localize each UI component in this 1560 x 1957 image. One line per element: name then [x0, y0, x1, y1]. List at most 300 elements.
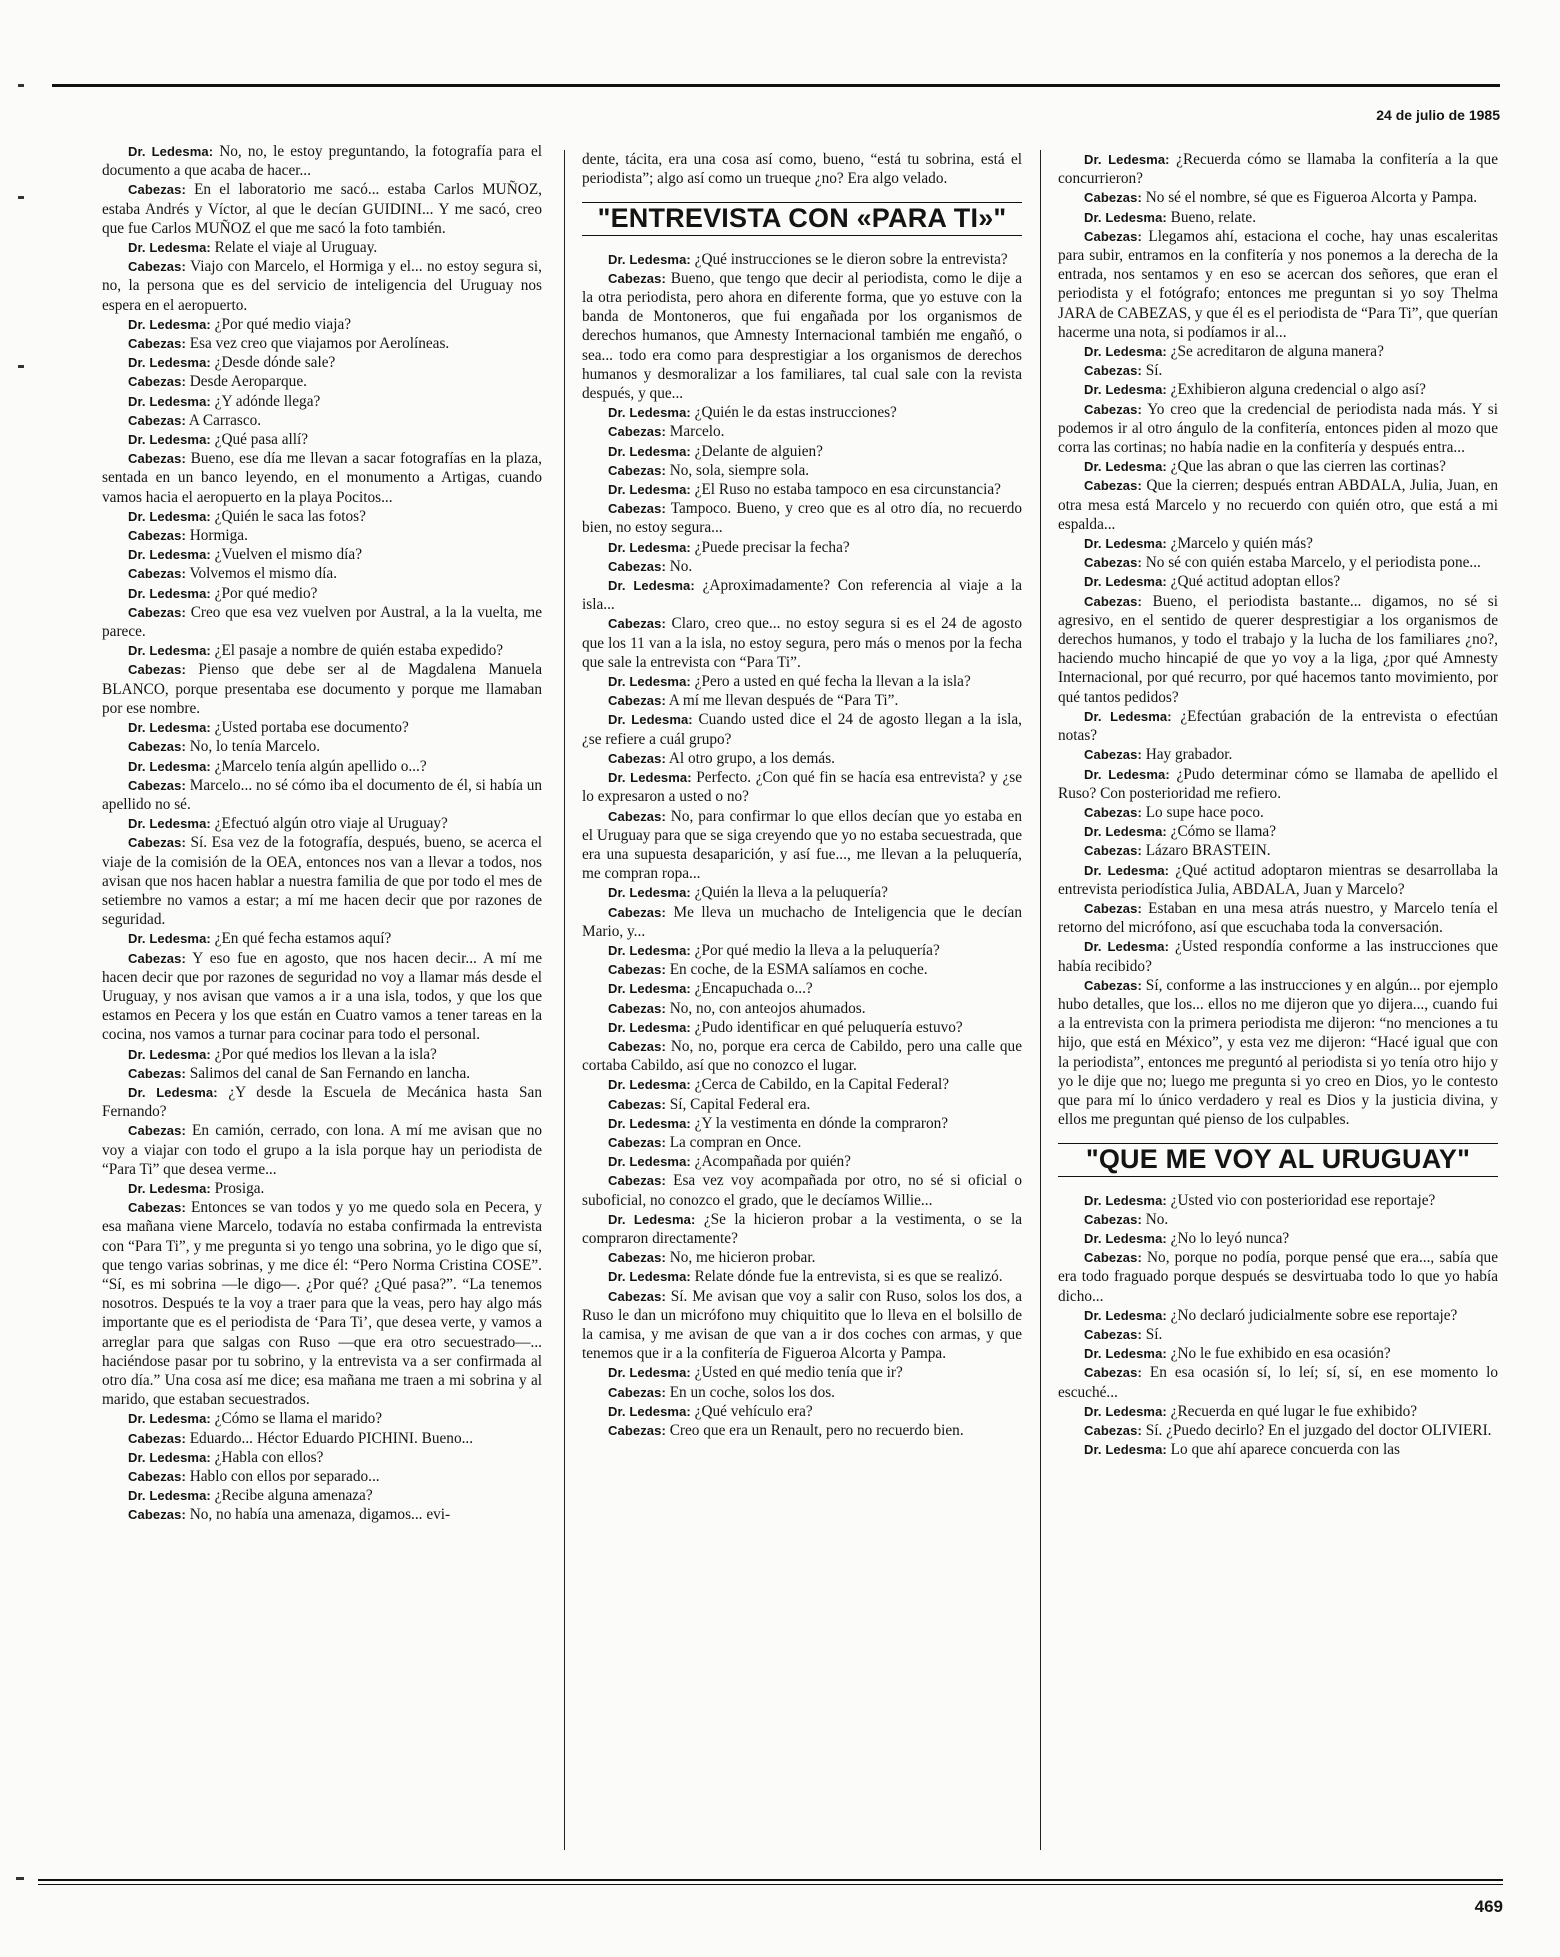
speaker-label: Cabezas: — [1084, 555, 1142, 571]
dialogue-paragraph — [102, 833, 542, 929]
column-divider — [564, 150, 565, 1850]
dialogue-paragraph — [582, 538, 1022, 557]
dialogue-paragraph — [582, 1383, 1022, 1402]
dialogue-paragraph — [1058, 822, 1498, 841]
speaker-label: Dr. Ledesma: — [128, 1449, 211, 1465]
dialogue-text: ¿Por qué medio viaja? — [210, 315, 352, 333]
dialogue-paragraph — [102, 1429, 542, 1448]
column-3 — [1058, 150, 1498, 1459]
dialogue-text: ¿Pudo determinar cómo se llamaba de apellido el Ruso? Con posterioridad me refiero. — [1058, 765, 1499, 802]
dialogue-paragraph — [102, 507, 542, 526]
dialogue-text: ¿Efectúan grabación de la entrevista o efectúan notas? — [1058, 707, 1499, 745]
speaker-label: Cabezas: — [608, 962, 666, 978]
dialogue-text: Entonces se van todos y yo me quedo sola en Pecera, y esa mañana viene Marcelo, todavía no estaba confirmada la entrevista con “Para Ti”, y me pregunta si yo tengo una sobrina, yo le digo que sí, que tengo varias sobrinas, y me dice él: “Pero Norma Cristina COSE”. “Sí, es mi sobrina —le digo—. ¿Por qué? ¿Qué pasa?”. “La tenemos nosotros. Después te la voy a traer para que la veas, pero hay algo más importante que es el periodista de ‘Para Ti’, que desea verte, y vamos a arreglar para que salgas con Ruso —que era otro secuestrado—... haciéndose pasar por tu sobrino, y la entrevista va a ser confirmada al otro día.” Una cosa así me dice; esa mañana me traen a mi sobrina y al marido, que estaban secuestrados. — [102, 1199, 542, 1409]
dialogue-text: Sí, Capital Federal era. — [665, 1095, 811, 1113]
dialogue-paragraph — [582, 1133, 1022, 1152]
speaker-label: Dr. Ledesma: — [128, 316, 211, 332]
dialogue-text: ¿Quién la lleva a la peluquería? — [690, 884, 888, 902]
dialogue-paragraph — [582, 557, 1022, 576]
dialogue-paragraph — [582, 269, 1022, 403]
dialogue-paragraph — [102, 718, 542, 737]
dialogue-paragraph — [582, 1075, 1022, 1094]
dialogue-text: No, sola, siempre sola. — [665, 461, 810, 479]
dialogue-text: ¿Delante de alguien? — [690, 442, 823, 460]
dialogue-paragraph — [102, 776, 542, 814]
dialogue-paragraph — [582, 461, 1022, 480]
dialogue-text: ¿Puede precisar la fecha? — [690, 538, 850, 556]
dialogue-text: ¿Cerca de Cabildo, en la Capital Federal? — [690, 1076, 950, 1094]
speaker-label: Dr. Ledesma: — [608, 1154, 691, 1170]
dialogue-paragraph — [102, 430, 542, 449]
speaker-label: Cabezas: — [608, 1288, 666, 1304]
dialogue-text: Sí. Me avisan que voy a salir con Ruso, solos los dos, a Ruso le dan un micrófono muy chiquitito que lo lleva en el bolsillo de la camisa, y me avisan de que van a ir dos coches con armas, y que tenemos que ir a la confitería de Figueroa Alcorta y Pampa. — [582, 1287, 1022, 1363]
dialogue-text: Viajo con Marcelo, el Hormiga y el... no estoy segura si, no, la persona que es del servicio de inteligencia del Uruguay nos espera en el aeropuerto. — [102, 258, 542, 314]
dialogue-text: ¿Marcelo y quién más? — [1166, 535, 1313, 553]
dialogue-text: ¿Pero a usted en qué fecha la llevan a la isla? — [690, 673, 971, 691]
dialogue-text: Desde Aeroparque. — [185, 373, 307, 391]
speaker-label: Cabezas: — [128, 259, 186, 275]
dialogue-text: ¿El Ruso no estaba tampoco en esa circunstancia? — [690, 481, 1001, 499]
speaker-label: Dr. Ledesma: — [1084, 766, 1170, 782]
speaker-label: Dr. Ledesma: — [1084, 1307, 1167, 1323]
speaker-label: Cabezas: — [608, 1038, 666, 1054]
speaker-label: Dr. Ledesma: — [1084, 382, 1167, 398]
dialogue-paragraph — [1058, 150, 1498, 188]
margin-mark — [18, 365, 24, 368]
speaker-label: Dr. Ledesma: — [128, 720, 211, 736]
speaker-label: Cabezas: — [128, 374, 186, 390]
dialogue-paragraph — [582, 691, 1022, 710]
dialogue-paragraph — [102, 1121, 542, 1179]
speaker-label: Cabezas: — [1084, 804, 1142, 820]
top-rule — [52, 84, 1500, 87]
dialogue-text: ¿Qué instrucciones se le dieron sobre la entrevista? — [690, 250, 1008, 268]
dialogue-text: Lo supe hace poco. — [1141, 803, 1264, 821]
dialogue-text: Sí. Esa vez de la fotografía, después, bueno, se acerca el viaje de la comisión de la OEA, entonces nos van a llevar a todos, nos avisan que nos hacen hablar a nuestra familia de que por todo el mes de setiembre no vamos a estar; a mí me hacen decir que por razones de seguridad. — [102, 834, 542, 929]
dialogue-text: ¿Efectuó algún otro viaje al Uruguay? — [210, 815, 448, 833]
dialogue-paragraph — [102, 1505, 542, 1524]
dialogue-paragraph — [582, 883, 1022, 902]
dialogue-paragraph — [102, 545, 542, 564]
dialogue-paragraph — [1058, 208, 1498, 227]
speaker-label: Cabezas: — [608, 616, 666, 632]
speaker-label: Dr. Ledesma: — [608, 1077, 691, 1093]
dialogue-paragraph — [582, 749, 1022, 768]
dialogue-paragraph — [102, 526, 542, 545]
dialogue-text: Yo creo que la credencial de periodista nada más. Y si podemos ir al otro ángulo de la confitería, entonces piden al mozo que corra las cortinas; no había nadie en la confitería y después entra... — [1058, 400, 1498, 457]
dialogue-text: ¿Recuerda cómo se llamaba la confitería a la que concurrieron? — [1058, 151, 1498, 188]
speaker-label: Dr. Ledesma: — [1084, 939, 1169, 955]
dialogue-paragraph — [582, 150, 1022, 188]
dialogue-text: ¿Encapuchada o...? — [690, 980, 813, 998]
dialogue-paragraph — [1058, 227, 1498, 342]
dialogue-paragraph — [1058, 1210, 1498, 1229]
speaker-label: Cabezas: — [1084, 1365, 1142, 1381]
dialogue-text: No, para confirmar lo que ellos decían que yo estaba en el Uruguay para que se siga creyendo que yo no estaba secuestrada, que era una supuesta desaparición, y así fue..., me llevan a la peluquería, me compran ropa... — [582, 807, 1022, 883]
speaker-label: Cabezas: — [128, 412, 186, 428]
dialogue-text: Bueno, ese día me llevan a sacar fotografías en la plaza, sentada en un banco leyendo, en el monumento a Artigas, cuando vamos hacia el aeropuerto en la playa Pocitos... — [102, 450, 542, 506]
dialogue-text: No sé con quién estaba Marcelo, y el periodista pone... — [1141, 554, 1481, 572]
speaker-label: Cabezas: — [128, 1123, 186, 1139]
dialogue-paragraph — [102, 1448, 542, 1467]
dialogue-text: Bueno, relate. — [1166, 208, 1257, 226]
speaker-label: Dr. Ledesma: — [128, 144, 214, 159]
dialogue-paragraph — [102, 603, 542, 641]
dialogue-text: ¿Se acreditaron de alguna manera? — [1166, 343, 1384, 361]
speaker-label: Dr. Ledesma: — [608, 942, 691, 958]
speaker-label: Dr. Ledesma: — [128, 1084, 218, 1100]
dialogue-text: ¿Usted vio con posterioridad ese reportaje? — [1166, 1191, 1436, 1209]
dialogue-text: Y eso fue en agosto, que nos hacen decir... A mí me hacen decir que por razones de seguridad no voy a llamar más desde el Uruguay, y nos avisan que vamos a ir a una isla, todos, y que los que estamos en Pecera y los que están en Cuatro vamos a tener tareas en la cocina, nos vamos a turnar para cocinar para todo el personal. — [102, 949, 542, 1044]
speaker-label: Dr. Ledesma: — [128, 355, 211, 371]
dialogue-paragraph — [1058, 188, 1498, 207]
speaker-label: Cabezas: — [1084, 1250, 1142, 1266]
speaker-label: Dr. Ledesma: — [128, 816, 211, 832]
dialogue-paragraph — [1058, 476, 1498, 534]
dialogue-paragraph — [102, 372, 542, 391]
speaker-label: Cabezas: — [1084, 900, 1142, 916]
dialogue-text: ¿Cómo se llama el marido? — [210, 1410, 383, 1428]
column-2 — [582, 150, 1022, 1440]
speaker-label: Dr. Ledesma: — [1084, 344, 1167, 360]
dialogue-text: Hablo con ellos por separado... — [185, 1468, 380, 1486]
dialogue-paragraph — [1058, 592, 1498, 707]
dialogue-paragraph — [1058, 841, 1498, 860]
dialogue-text: No, no había una amenaza, digamos... evi- — [185, 1506, 451, 1524]
dialogue-paragraph — [102, 1486, 542, 1505]
speaker-label: Dr. Ledesma: — [128, 643, 211, 659]
dialogue-paragraph — [102, 584, 542, 603]
dialogue-paragraph — [582, 1421, 1022, 1440]
speaker-label: Cabezas: — [608, 462, 666, 478]
dialogue-paragraph — [102, 334, 542, 353]
dialogue-paragraph — [582, 672, 1022, 691]
dialogue-paragraph — [102, 1198, 542, 1409]
speaker-label: Dr. Ledesma: — [608, 1019, 691, 1035]
dialogue-paragraph — [582, 1402, 1022, 1421]
dialogue-text: No, no, le estoy preguntando, la fotografía para el documento a que acaba de hacer... — [102, 143, 542, 180]
speaker-label: Dr. Ledesma: — [128, 508, 211, 524]
speaker-label: Dr. Ledesma: — [1084, 824, 1167, 840]
dialogue-paragraph — [1058, 361, 1498, 380]
dialogue-paragraph — [582, 710, 1022, 748]
dialogue-paragraph — [582, 1171, 1022, 1209]
column-divider — [1040, 150, 1041, 1850]
dialogue-text: ¿Por qué medios los llevan a la isla? — [210, 1045, 437, 1063]
dialogue-text: ¿Quién le saca las fotos? — [210, 507, 366, 525]
dialogue-text: Hay grabador. — [1141, 746, 1233, 764]
speaker-label: Cabezas: — [1084, 228, 1142, 244]
dialogue-paragraph — [1058, 861, 1498, 899]
dialogue-paragraph — [1058, 457, 1498, 476]
dialogue-paragraph — [102, 737, 542, 756]
dialogue-text: Sí, conforme a las instrucciones y en algún... por ejemplo hubo detalles, que los... ellos no me dijeron que yo dijera..., cuando fui a la entrevista con la primera periodista me dijeron: “no menciones a tu hijo, que está en México”, y esta vez me dijeron: “Hacé igual que con la periodista”, entonces me preguntó al periodista si yo tenía otro hijo y yo le dije que no; luego me pregunta si yo creo en Dios, yo le contesto que para mí lo único verdadero y real es Dios y la justicia divina, y ellos me preguntan qué pienso de los culpables. — [1058, 976, 1498, 1129]
dialogue-text: ¿Y adónde llega? — [210, 392, 321, 410]
dialogue-paragraph — [582, 941, 1022, 960]
speaker-label: Cabezas: — [608, 1134, 666, 1150]
speaker-label: Cabezas: — [608, 904, 666, 920]
dialogue-text: En esa ocasión sí, lo leí; sí, sí, en ese momento lo escuché... — [1058, 1364, 1498, 1401]
dialogue-text: ¿Que las abran o que las cierren las cortinas? — [1166, 458, 1446, 476]
speaker-label: Cabezas: — [128, 739, 186, 755]
dialogue-paragraph — [102, 353, 542, 372]
dialogue-text: Relate dónde fue la entrevista, si es que se realizó. — [690, 1268, 1003, 1286]
speaker-label: Cabezas: — [1084, 1423, 1142, 1438]
dialogue-paragraph — [582, 999, 1022, 1018]
speaker-label: Cabezas: — [608, 1250, 666, 1266]
dialogue-text: Llegamos ahí, estaciona el coche, hay unas escaleritas para subir, entramos en la confitería y nos ponemos a la derecha de la entrada, nos sentamos y en eso se acercan dos señores, que eran el periodista y el fotógrafo; entonces me preguntan si yo soy Thelma JARA de CABEZAS, y que él es el periodista de “Para Ti”, que querían hacerme una nota, si podíamos ir al... — [1058, 227, 1498, 341]
speaker-label: Cabezas: — [608, 501, 666, 517]
speaker-label: Cabezas: — [1084, 1326, 1142, 1342]
dialogue-text: ¿Qué actitud adoptaron mientras se desarrollaba la entrevista periodística Julia, ABDALA, Juan y Marcelo? — [1058, 861, 1498, 898]
speaker-label: Dr. Ledesma: — [128, 432, 211, 448]
dialogue-text: Estaban en una mesa atrás nuestro, y Marcelo tenía el retorno del micrófono, así que escuchaba toda la conversación. — [1058, 899, 1498, 937]
dialogue-text: Marcelo. — [665, 423, 725, 441]
speaker-label: Cabezas: — [128, 528, 186, 544]
speaker-label: Cabezas: — [1084, 190, 1142, 206]
dialogue-text: A mí me llevan después de “Para Ti”. — [665, 692, 899, 710]
dialogue-text: ¿Aproximadamente? Con referencia al viaje a la isla... — [582, 577, 1022, 614]
speaker-label: Dr. Ledesma: — [1084, 209, 1167, 225]
dialogue-text: Cuando usted dice el 24 de agosto llegan a la isla, ¿se refiere a cuál grupo? — [582, 711, 1023, 748]
dialogue-paragraph — [1058, 899, 1498, 937]
dialogue-text: No, no, porque era cerca de Cabildo, pero una calle que cortaba Cabildo, así que no conozco el lugar. — [582, 1037, 1022, 1075]
speaker-label: Dr. Ledesma: — [608, 712, 693, 728]
dialogue-text: ¿Exhibieron alguna credencial o algo así? — [1166, 381, 1426, 399]
dialogue-paragraph — [582, 1210, 1022, 1248]
dialogue-paragraph — [102, 411, 542, 430]
dialogue-paragraph — [102, 238, 542, 257]
dialogue-text: Marcelo... no sé cómo iba el documento de él, si había un apellido no sé. — [102, 776, 542, 813]
speaker-label: Dr. Ledesma: — [128, 758, 211, 774]
dialogue-paragraph — [1058, 1325, 1498, 1344]
dialogue-text: ¿Habla con ellos? — [210, 1448, 324, 1466]
dialogue-text: Lázaro BRASTEIN. — [1141, 842, 1271, 860]
speaker-label: Cabezas: — [128, 1507, 186, 1523]
speaker-label: Cabezas: — [1084, 843, 1142, 859]
dialogue-text: ¿Y desde la Escuela de Mecánica hasta San Fernando? — [102, 1083, 542, 1121]
dialogue-paragraph — [582, 1363, 1022, 1382]
speaker-label: Dr. Ledesma: — [1084, 459, 1167, 475]
dialogue-text: Esa vez creo que viajamos por Aerolíneas. — [185, 335, 450, 353]
dialogue-text: Sí. — [1141, 362, 1163, 380]
dialogue-text: ¿No declaró judicialmente sobre ese reportaje? — [1166, 1306, 1458, 1324]
dialogue-text: Claro, creo que... no estoy segura si es el 24 de agosto que los 11 van a la isla, no estoy segura, pero más o menos por la fecha que sale la entrevista con “Para Ti”. — [582, 615, 1022, 671]
dialogue-paragraph — [1058, 380, 1498, 399]
dialogue-paragraph — [102, 315, 542, 334]
dialogue-text: A Carrasco. — [185, 411, 262, 429]
dialogue-text: Hormiga. — [185, 527, 248, 545]
dialogue-paragraph — [102, 257, 542, 315]
dialogue-text: dente, tácita, era una cosa así como, bueno, “está tu sobrina, está el periodista”; algo así como un trueque ¿no? Era algo velado. — [582, 151, 1022, 188]
dialogue-text: Al otro grupo, a los demás. — [665, 749, 835, 767]
dialogue-text: Pienso que debe ser al de Magdalena Manuela BLANCO, porque presentaba ese documento y porque me llamaban por ese nombre. — [102, 661, 542, 717]
dialogue-paragraph — [1058, 976, 1498, 1130]
speaker-label: Cabezas: — [608, 270, 666, 286]
speaker-label: Dr. Ledesma: — [128, 240, 211, 256]
dialogue-paragraph — [582, 403, 1022, 422]
dialogue-paragraph — [102, 949, 542, 1045]
dialogue-paragraph — [102, 1045, 542, 1064]
dialogue-text: Creo que era un Renault, pero no recuerdo bien. — [665, 1422, 964, 1439]
speaker-label: Dr. Ledesma: — [1084, 1442, 1167, 1458]
speaker-label: Cabezas: — [1084, 401, 1142, 417]
speaker-label: Cabezas: — [128, 336, 186, 352]
dialogue-paragraph — [582, 1095, 1022, 1114]
dialogue-paragraph — [582, 903, 1022, 941]
dialogue-paragraph — [582, 614, 1022, 672]
dialogue-paragraph — [1058, 1402, 1498, 1421]
speaker-label: Dr. Ledesma: — [1084, 1230, 1167, 1246]
speaker-label: Cabezas: — [608, 1000, 666, 1016]
dialogue-text: ¿Por qué medio? — [210, 584, 318, 602]
speaker-label: Dr. Ledesma: — [608, 1365, 691, 1381]
section-heading: "QUE ME VOY AL URUGUAY" — [1058, 1143, 1498, 1176]
speaker-label: Dr. Ledesma: — [608, 443, 691, 459]
speaker-label: Cabezas: — [128, 777, 186, 793]
speaker-label: Cabezas: — [608, 1173, 666, 1189]
dialogue-text: ¿Desde dónde sale? — [210, 354, 336, 372]
speaker-label: Dr. Ledesma: — [608, 674, 691, 690]
speaker-label: Dr. Ledesma: — [608, 981, 691, 997]
dialogue-text: Lo que ahí aparece concuerda con las — [1166, 1441, 1400, 1459]
dialogue-paragraph — [582, 1018, 1022, 1037]
margin-mark — [18, 84, 24, 87]
speaker-label: Cabezas: — [1084, 478, 1142, 494]
dialogue-text: ¿Marcelo tenía algún apellido o...? — [210, 757, 427, 775]
dialogue-text: ¿Acompañada por quién? — [690, 1153, 851, 1171]
speaker-label: Cabezas: — [608, 558, 666, 574]
dialogue-paragraph — [582, 250, 1022, 269]
dialogue-text: Bueno, que tengo que decir al periodista, como le dije a la otra periodista, pero ahora en diferente forma, que yo estuve con la banda de Montoneros, que fui engañada por los organismos de derechos humanos, que Amnesty Internacional también me engañó, o sea... todo era como para desprestigiar a los organismos de derechos humanos y desmoralizar a los familiares, tal cual sale con la revista después, y que... — [582, 269, 1022, 403]
speaker-label: Cabezas: — [608, 1384, 666, 1400]
speaker-label: Cabezas: — [128, 451, 186, 467]
dialogue-text: Tampoco. Bueno, y creo que es al otro día, no recuerdo bien, no estoy segura... — [582, 500, 1022, 537]
dialogue-text: ¿Usted portaba ese documento? — [210, 719, 409, 737]
speaker-label: Cabezas: — [1084, 593, 1142, 609]
speaker-label: Cabezas: — [608, 808, 666, 824]
speaker-label: Cabezas: — [128, 182, 186, 198]
speaker-label: Dr. Ledesma: — [128, 585, 211, 601]
dialogue-text: ¿Usted respondía conforme a las instrucciones que había recibido? — [1058, 938, 1498, 975]
dialogue-paragraph — [1058, 553, 1498, 572]
speaker-label: Dr. Ledesma: — [608, 1403, 691, 1419]
dialogue-paragraph — [102, 929, 542, 948]
bottom-rule — [38, 1879, 1503, 1881]
dialogue-text: ¿Vuelven el mismo día? — [210, 546, 362, 564]
margin-mark — [18, 196, 24, 199]
issue-date: 24 de julio de 1985 — [1376, 107, 1500, 123]
dialogue-text: Me lleva un muchacho de Inteligencia que le decían Mario, y... — [582, 903, 1022, 940]
dialogue-paragraph — [1058, 707, 1498, 745]
dialogue-paragraph — [582, 576, 1022, 614]
speaker-label: Cabezas: — [128, 566, 186, 582]
dialogue-text: En coche, de la ESMA salíamos en coche. — [665, 961, 928, 979]
speaker-label: Cabezas: — [128, 662, 186, 678]
speaker-label: Dr. Ledesma: — [608, 1115, 691, 1131]
speaker-label: Dr. Ledesma: — [1084, 708, 1172, 724]
speaker-label: Dr. Ledesma: — [608, 539, 691, 555]
speaker-label: Dr. Ledesma: — [1084, 1346, 1167, 1362]
speaker-label: Dr. Ledesma: — [128, 1180, 211, 1196]
dialogue-paragraph — [1058, 765, 1498, 803]
dialogue-paragraph — [582, 1152, 1022, 1171]
dialogue-text: ¿No lo leyó nunca? — [1166, 1229, 1290, 1247]
speaker-label: Dr. Ledesma: — [128, 1411, 211, 1427]
speaker-label: Dr. Ledesma: — [128, 1046, 211, 1062]
page-number: 469 — [1474, 1897, 1503, 1916]
speaker-label: Cabezas: — [128, 604, 186, 620]
dialogue-paragraph — [1058, 1363, 1498, 1401]
dialogue-text: No, porque no podía, porque pensé que era..., sabía que era todo fraguado porque después se desvirtuaba todo lo que yo había dicho... — [1058, 1249, 1498, 1305]
dialogue-paragraph — [102, 564, 542, 583]
dialogue-paragraph — [102, 757, 542, 776]
speaker-label: Dr. Ledesma: — [608, 578, 695, 594]
dialogue-paragraph — [102, 180, 542, 238]
speaker-label: Cabezas: — [1084, 363, 1142, 379]
dialogue-paragraph — [1058, 937, 1498, 975]
dialogue-text: ¿No le fue exhibido en esa ocasión? — [1166, 1345, 1391, 1363]
margin-mark — [16, 1877, 24, 1880]
dialogue-paragraph — [1058, 1344, 1498, 1363]
speaker-label: Cabezas: — [608, 424, 666, 440]
dialogue-paragraph — [102, 660, 542, 718]
dialogue-text: Salimos del canal de San Fernando en lancha. — [185, 1064, 471, 1082]
dialogue-paragraph — [582, 1267, 1022, 1286]
dialogue-paragraph — [1058, 400, 1498, 458]
speaker-label: Cabezas: — [608, 1423, 666, 1438]
dialogue-paragraph — [582, 960, 1022, 979]
dialogue-text: Sí. — [1141, 1325, 1163, 1343]
dialogue-paragraph — [582, 1114, 1022, 1133]
dialogue-text: En el laboratorio me sacó... estaba Carlos MUÑOZ, estaba Andrés y Víctor, al que le decían GUIDINI... Y me sacó, creo que fue Carlos MUÑOZ el que me sacó la foto también. — [102, 181, 542, 237]
dialogue-text: Sí. ¿Puedo decirlo? En el juzgado del doctor OLIVIERI. — [1141, 1422, 1492, 1439]
dialogue-paragraph — [102, 449, 542, 507]
dialogue-paragraph — [1058, 534, 1498, 553]
dialogue-paragraph — [582, 979, 1022, 998]
speaker-label: Dr. Ledesma: — [608, 885, 691, 901]
dialogue-paragraph — [102, 1083, 542, 1121]
dialogue-paragraph — [582, 480, 1022, 499]
section-heading: "ENTREVISTA CON «PARA TI»" — [582, 202, 1022, 235]
dialogue-text: No. — [665, 557, 693, 575]
dialogue-text: Que la cierren; después entran ABDALA, Julia, Juan, en otra mesa está Marcelo y no recuerdo con quién otro, que está a mi espalda... — [1058, 477, 1498, 533]
speaker-label: Dr. Ledesma: — [128, 547, 211, 563]
speaker-label: Cabezas: — [608, 693, 666, 709]
dialogue-text: ¿Recibe alguna amenaza? — [210, 1487, 373, 1505]
dialogue-text: ¿Usted en qué medio tenía que ir? — [690, 1364, 903, 1382]
dialogue-paragraph — [1058, 1229, 1498, 1248]
dialogue-text: No sé el nombre, sé que es Figueroa Alcorta y Pampa. — [1141, 189, 1478, 207]
dialogue-paragraph — [1058, 1191, 1498, 1210]
speaker-label: Cabezas: — [128, 1430, 186, 1446]
speaker-label: Dr. Ledesma: — [1084, 1192, 1167, 1208]
dialogue-text: Creo que esa vez vuelven por Austral, a la la vuelta, me parece. — [102, 603, 542, 641]
speaker-label: Dr. Ledesma: — [608, 482, 691, 498]
dialogue-paragraph — [582, 1287, 1022, 1364]
speaker-label: Cabezas: — [608, 750, 666, 766]
dialogue-paragraph — [102, 1467, 542, 1486]
dialogue-text: La compran en Once. — [665, 1133, 802, 1151]
dialogue-text: ¿En qué fecha estamos aquí? — [210, 930, 392, 948]
dialogue-paragraph — [1058, 572, 1498, 591]
speaker-label: Dr. Ledesma: — [608, 770, 692, 786]
dialogue-paragraph — [102, 142, 542, 180]
dialogue-text: Relate el viaje al Uruguay. — [210, 239, 378, 257]
dialogue-text: ¿Quién le da estas instrucciones? — [690, 404, 897, 422]
speaker-label: Dr. Ledesma: — [1084, 574, 1167, 590]
speaker-label: Dr. Ledesma: — [1084, 862, 1170, 878]
